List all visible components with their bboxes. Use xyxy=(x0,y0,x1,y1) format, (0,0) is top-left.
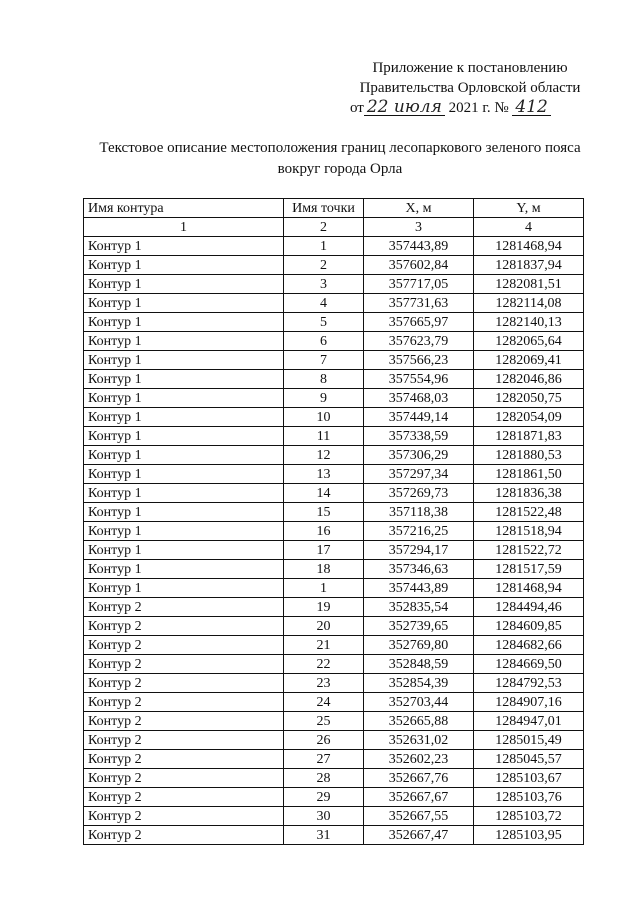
table-row xyxy=(84,712,584,731)
table-row xyxy=(84,275,584,294)
x-coordinate-cell: 357118,38 xyxy=(364,503,474,522)
table-row xyxy=(84,484,584,503)
table-row xyxy=(84,256,584,275)
title-line-2: вокруг города Орла xyxy=(277,161,403,177)
point-name-cell: 13 xyxy=(284,465,364,484)
x-coordinate-cell: 357554,96 xyxy=(364,370,474,389)
header-contour-name: Имя контура xyxy=(84,199,284,218)
y-coordinate-cell: 1281517,59 xyxy=(474,560,584,579)
contour-name-cell: Контур 1 xyxy=(84,275,284,294)
contour-name-cell: Контур 1 xyxy=(84,541,284,560)
x-coordinate-cell: 357449,14 xyxy=(364,408,474,427)
point-name-cell: 15 xyxy=(284,503,364,522)
contour-name-cell: Контур 1 xyxy=(84,332,284,351)
y-coordinate-cell: 1284494,46 xyxy=(474,598,584,617)
document-title xyxy=(60,138,620,180)
y-coordinate-cell: 1284609,85 xyxy=(474,617,584,636)
contour-name-cell: Контур 1 xyxy=(84,560,284,579)
contour-name-cell: Контур 1 xyxy=(84,465,284,484)
table-row xyxy=(84,693,584,712)
point-name-cell: 9 xyxy=(284,389,364,408)
x-coordinate-cell: 357566,23 xyxy=(364,351,474,370)
point-name-cell: 22 xyxy=(284,655,364,674)
y-coordinate-cell: 1282140,13 xyxy=(474,313,584,332)
y-coordinate-cell: 1281837,94 xyxy=(474,256,584,275)
point-name-cell: 30 xyxy=(284,807,364,826)
y-coordinate-cell: 1285103,95 xyxy=(474,826,584,845)
point-name-cell: 25 xyxy=(284,712,364,731)
x-coordinate-cell: 357294,17 xyxy=(364,541,474,560)
column-number: 1 xyxy=(84,218,284,237)
x-coordinate-cell: 357602,84 xyxy=(364,256,474,275)
point-name-cell: 18 xyxy=(284,560,364,579)
point-name-cell: 5 xyxy=(284,313,364,332)
point-name-cell: 27 xyxy=(284,750,364,769)
contour-name-cell: Контур 1 xyxy=(84,446,284,465)
table-row xyxy=(84,503,584,522)
y-coordinate-cell: 1285045,57 xyxy=(474,750,584,769)
y-coordinate-cell: 1285015,49 xyxy=(474,731,584,750)
x-coordinate-cell: 352667,67 xyxy=(364,788,474,807)
y-coordinate-cell: 1282050,75 xyxy=(474,389,584,408)
contour-name-cell: Контур 2 xyxy=(84,617,284,636)
y-coordinate-cell: 1281836,38 xyxy=(474,484,584,503)
contour-name-cell: Контур 2 xyxy=(84,712,284,731)
contour-name-cell: Контур 2 xyxy=(84,674,284,693)
contour-name-cell: Контур 1 xyxy=(84,370,284,389)
x-coordinate-cell: 352667,47 xyxy=(364,826,474,845)
x-coordinate-cell: 357346,63 xyxy=(364,560,474,579)
contour-name-cell: Контур 1 xyxy=(84,351,284,370)
x-coordinate-cell: 352667,55 xyxy=(364,807,474,826)
y-coordinate-cell: 1284907,16 xyxy=(474,693,584,712)
y-coordinate-cell: 1281880,53 xyxy=(474,446,584,465)
contour-name-cell: Контур 2 xyxy=(84,826,284,845)
contour-name-cell: Контур 2 xyxy=(84,693,284,712)
title-line-1: Текстовое описание местоположения границ лесопаркового зеленого пояса xyxy=(99,140,581,156)
contour-name-cell: Контур 1 xyxy=(84,237,284,256)
table-row xyxy=(84,788,584,807)
table-row xyxy=(84,579,584,598)
table-row xyxy=(84,636,584,655)
x-coordinate-cell: 352667,76 xyxy=(364,769,474,788)
point-name-cell: 23 xyxy=(284,674,364,693)
x-coordinate-cell: 357468,03 xyxy=(364,389,474,408)
contour-name-cell: Контур 2 xyxy=(84,769,284,788)
contour-name-cell: Контур 2 xyxy=(84,598,284,617)
x-coordinate-cell: 357665,97 xyxy=(364,313,474,332)
x-coordinate-cell: 357623,79 xyxy=(364,332,474,351)
contour-name-cell: Контур 1 xyxy=(84,313,284,332)
point-name-cell: 6 xyxy=(284,332,364,351)
point-name-cell: 1 xyxy=(284,579,364,598)
coordinates-table xyxy=(83,198,584,845)
contour-name-cell: Контур 1 xyxy=(84,389,284,408)
appendix-line-2: Правительства Орловской области xyxy=(359,80,581,96)
x-coordinate-cell: 352602,23 xyxy=(364,750,474,769)
table-row xyxy=(84,408,584,427)
x-coordinate-cell: 357338,59 xyxy=(364,427,474,446)
header-y: Y, м xyxy=(474,199,584,218)
y-coordinate-cell: 1285103,67 xyxy=(474,769,584,788)
x-coordinate-cell: 357443,89 xyxy=(364,237,474,256)
header-row xyxy=(84,199,584,218)
contour-name-cell: Контур 2 xyxy=(84,807,284,826)
table-row xyxy=(84,617,584,636)
column-number: 3 xyxy=(364,218,474,237)
y-coordinate-cell: 1282046,86 xyxy=(474,370,584,389)
point-name-cell: 7 xyxy=(284,351,364,370)
y-coordinate-cell: 1282081,51 xyxy=(474,275,584,294)
contour-name-cell: Контур 1 xyxy=(84,408,284,427)
x-coordinate-cell: 357443,89 xyxy=(364,579,474,598)
table-row xyxy=(84,541,584,560)
date-prefix: от xyxy=(350,100,364,116)
x-coordinate-cell: 352848,59 xyxy=(364,655,474,674)
point-name-cell: 14 xyxy=(284,484,364,503)
table-row xyxy=(84,598,584,617)
column-number: 4 xyxy=(474,218,584,237)
header-x: X, м xyxy=(364,199,474,218)
y-coordinate-cell: 1282114,08 xyxy=(474,294,584,313)
appendix-date-line xyxy=(330,98,610,118)
contour-name-cell: Контур 1 xyxy=(84,579,284,598)
point-name-cell: 21 xyxy=(284,636,364,655)
contour-name-cell: Контур 1 xyxy=(84,522,284,541)
contour-name-cell: Контур 1 xyxy=(84,294,284,313)
y-coordinate-cell: 1281518,94 xyxy=(474,522,584,541)
point-name-cell: 8 xyxy=(284,370,364,389)
column-number: 2 xyxy=(284,218,364,237)
y-coordinate-cell: 1282054,09 xyxy=(474,408,584,427)
y-coordinate-cell: 1282069,41 xyxy=(474,351,584,370)
y-coordinate-cell: 1282065,64 xyxy=(474,332,584,351)
table-row xyxy=(84,351,584,370)
x-coordinate-cell: 357269,73 xyxy=(364,484,474,503)
x-coordinate-cell: 357306,29 xyxy=(364,446,474,465)
table-row xyxy=(84,807,584,826)
y-coordinate-cell: 1281468,94 xyxy=(474,237,584,256)
point-name-cell: 10 xyxy=(284,408,364,427)
x-coordinate-cell: 357297,34 xyxy=(364,465,474,484)
x-coordinate-cell: 357216,25 xyxy=(364,522,474,541)
table-row xyxy=(84,446,584,465)
y-coordinate-cell: 1281861,50 xyxy=(474,465,584,484)
x-coordinate-cell: 352835,54 xyxy=(364,598,474,617)
y-coordinate-cell: 1284947,01 xyxy=(474,712,584,731)
contour-name-cell: Контур 2 xyxy=(84,655,284,674)
table-row xyxy=(84,750,584,769)
numbering-row xyxy=(84,218,584,237)
point-name-cell: 16 xyxy=(284,522,364,541)
y-coordinate-cell: 1284792,53 xyxy=(474,674,584,693)
table-row xyxy=(84,769,584,788)
table-row xyxy=(84,332,584,351)
contour-name-cell: Контур 1 xyxy=(84,256,284,275)
y-coordinate-cell: 1281468,94 xyxy=(474,579,584,598)
point-name-cell: 1 xyxy=(284,237,364,256)
point-name-cell: 29 xyxy=(284,788,364,807)
x-coordinate-cell: 352665,88 xyxy=(364,712,474,731)
table-row xyxy=(84,427,584,446)
table-row xyxy=(84,389,584,408)
point-name-cell: 28 xyxy=(284,769,364,788)
contour-name-cell: Контур 2 xyxy=(84,731,284,750)
point-name-cell: 11 xyxy=(284,427,364,446)
handwritten-number: 412 xyxy=(512,99,550,116)
x-coordinate-cell: 352854,39 xyxy=(364,674,474,693)
y-coordinate-cell: 1284669,50 xyxy=(474,655,584,674)
y-coordinate-cell: 1281871,83 xyxy=(474,427,584,446)
x-coordinate-cell: 357717,05 xyxy=(364,275,474,294)
table-row xyxy=(84,370,584,389)
table-row xyxy=(84,655,584,674)
contour-name-cell: Контур 2 xyxy=(84,636,284,655)
point-name-cell: 26 xyxy=(284,731,364,750)
point-name-cell: 20 xyxy=(284,617,364,636)
table-row xyxy=(84,826,584,845)
y-coordinate-cell: 1285103,72 xyxy=(474,807,584,826)
appendix-header xyxy=(330,58,610,118)
x-coordinate-cell: 357731,63 xyxy=(364,294,474,313)
table-row xyxy=(84,522,584,541)
header-point-name: Имя точки xyxy=(284,199,364,218)
point-name-cell: 2 xyxy=(284,256,364,275)
point-name-cell: 19 xyxy=(284,598,364,617)
y-coordinate-cell: 1281522,48 xyxy=(474,503,584,522)
y-coordinate-cell: 1285103,76 xyxy=(474,788,584,807)
x-coordinate-cell: 352769,80 xyxy=(364,636,474,655)
point-name-cell: 31 xyxy=(284,826,364,845)
table-row xyxy=(84,237,584,256)
contour-name-cell: Контур 1 xyxy=(84,503,284,522)
point-name-cell: 17 xyxy=(284,541,364,560)
handwritten-date: 22 июля xyxy=(364,99,445,116)
table-row xyxy=(84,674,584,693)
point-name-cell: 3 xyxy=(284,275,364,294)
point-name-cell: 24 xyxy=(284,693,364,712)
table-row xyxy=(84,560,584,579)
table-row xyxy=(84,313,584,332)
contour-name-cell: Контур 2 xyxy=(84,750,284,769)
appendix-line-1: Приложение к постановлению xyxy=(372,60,568,76)
x-coordinate-cell: 352703,44 xyxy=(364,693,474,712)
x-coordinate-cell: 352739,65 xyxy=(364,617,474,636)
table-row xyxy=(84,465,584,484)
table-row xyxy=(84,731,584,750)
year-text: 2021 г. № xyxy=(448,100,509,116)
y-coordinate-cell: 1281522,72 xyxy=(474,541,584,560)
point-name-cell: 12 xyxy=(284,446,364,465)
y-coordinate-cell: 1284682,66 xyxy=(474,636,584,655)
point-name-cell: 4 xyxy=(284,294,364,313)
contour-name-cell: Контур 1 xyxy=(84,427,284,446)
table-row xyxy=(84,294,584,313)
contour-name-cell: Контур 1 xyxy=(84,484,284,503)
table-body xyxy=(84,237,584,845)
x-coordinate-cell: 352631,02 xyxy=(364,731,474,750)
contour-name-cell: Контур 2 xyxy=(84,788,284,807)
